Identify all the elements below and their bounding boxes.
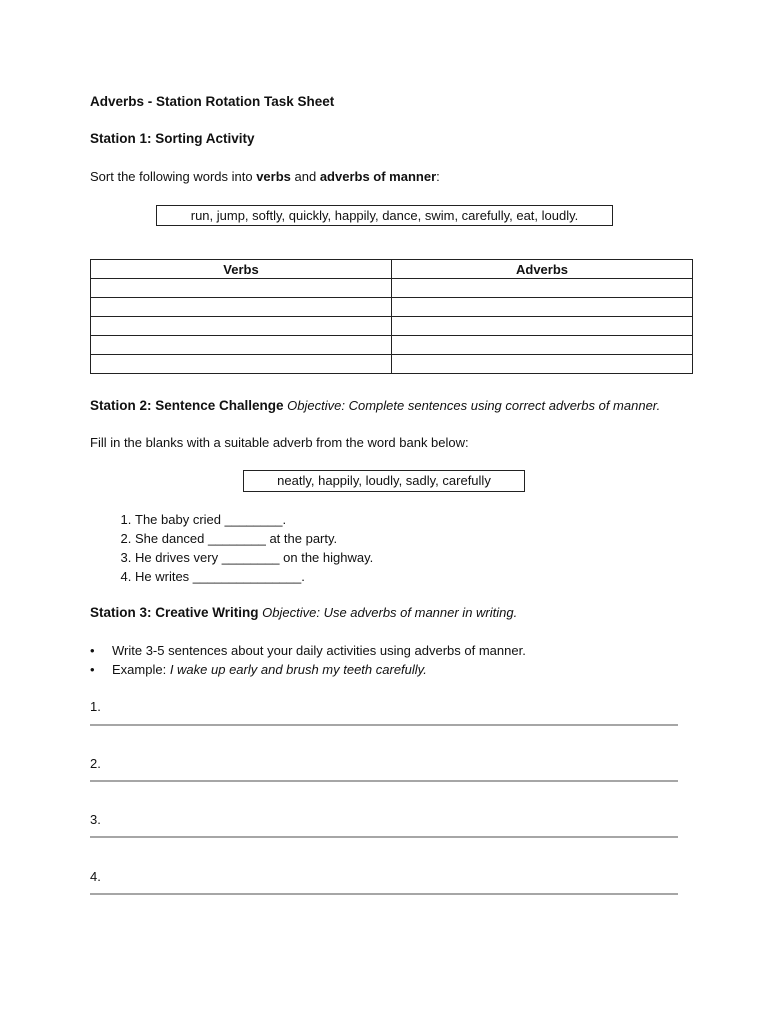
station1-heading: Station 1: Sorting Activity <box>90 131 255 146</box>
table-row <box>91 298 693 317</box>
station3-heading-line <box>90 605 517 620</box>
station3-objective: Objective: Use adverbs of manner in writing. <box>262 605 518 620</box>
adverb-cell[interactable] <box>392 317 693 336</box>
bullet-icon: • <box>90 643 95 658</box>
bullet-icon: • <box>90 662 95 677</box>
verb-cell[interactable] <box>91 298 392 317</box>
station2-heading-line <box>90 398 660 413</box>
adverb-cell[interactable] <box>392 336 693 355</box>
writing-line[interactable] <box>90 893 678 895</box>
word-box: run, jump, softly, quickly, happily, dance, swim, carefully, eat, loudly. <box>156 205 613 226</box>
instruction-adverbs: adverbs of manner <box>319 169 437 184</box>
list-item <box>90 660 526 679</box>
writing-line-number: 1. <box>90 699 101 714</box>
verb-cell[interactable] <box>91 317 392 336</box>
station3-bullets <box>90 641 526 679</box>
list-item <box>90 641 526 660</box>
writing-line-number: 4. <box>90 869 101 884</box>
instruction-and: and <box>290 169 320 184</box>
instruction-text: Sort the following words into <box>90 169 257 184</box>
instruction-colon: : <box>436 169 440 184</box>
list-item: 4. He writes _______________. <box>135 567 373 586</box>
adverb-cell[interactable] <box>392 355 693 374</box>
page-title: Adverbs - Station Rotation Task Sheet <box>90 94 335 109</box>
station2-instruction: Fill in the blanks with a suitable adverb from the word bank below: <box>90 435 469 450</box>
writing-line[interactable] <box>90 780 678 782</box>
sorting-table <box>90 259 693 374</box>
table-row <box>91 279 693 298</box>
example-label: Example: <box>112 662 170 677</box>
station2-objective: Objective: Complete sentences using correct adverbs of manner. <box>287 398 661 413</box>
adverb-cell[interactable] <box>392 298 693 317</box>
bullet-text: Write 3-5 sentences about your daily activities using adverbs of manner. <box>112 643 526 658</box>
writing-line-number: 2. <box>90 756 101 771</box>
table-row <box>91 317 693 336</box>
table-row <box>91 355 693 374</box>
verb-cell[interactable] <box>91 355 392 374</box>
table-header-row <box>91 260 693 279</box>
station1-instruction <box>90 169 440 184</box>
header-verbs: Verbs <box>91 260 392 279</box>
station3-heading: Station 3: Creative Writing <box>90 605 259 620</box>
writing-line[interactable] <box>90 836 678 838</box>
verb-cell[interactable] <box>91 279 392 298</box>
list-item: 3. He drives very ________ on the highway. <box>135 548 373 567</box>
adverb-cell[interactable] <box>392 279 693 298</box>
writing-line[interactable] <box>90 724 678 726</box>
word-bank: neatly, happily, loudly, sadly, carefully <box>243 470 525 492</box>
station2-heading: Station 2: Sentence Challenge <box>90 398 284 413</box>
writing-line-number: 3. <box>90 812 101 827</box>
list-item: 2. She danced ________ at the party. <box>135 529 373 548</box>
instruction-verbs: verbs <box>256 169 291 184</box>
list-item: 1. The baby cried ________. <box>135 510 373 529</box>
table-row <box>91 336 693 355</box>
sentence-list <box>90 510 373 586</box>
header-adverbs: Adverbs <box>392 260 693 279</box>
example-text: I wake up early and brush my teeth carefully. <box>169 662 427 677</box>
verb-cell[interactable] <box>91 336 392 355</box>
